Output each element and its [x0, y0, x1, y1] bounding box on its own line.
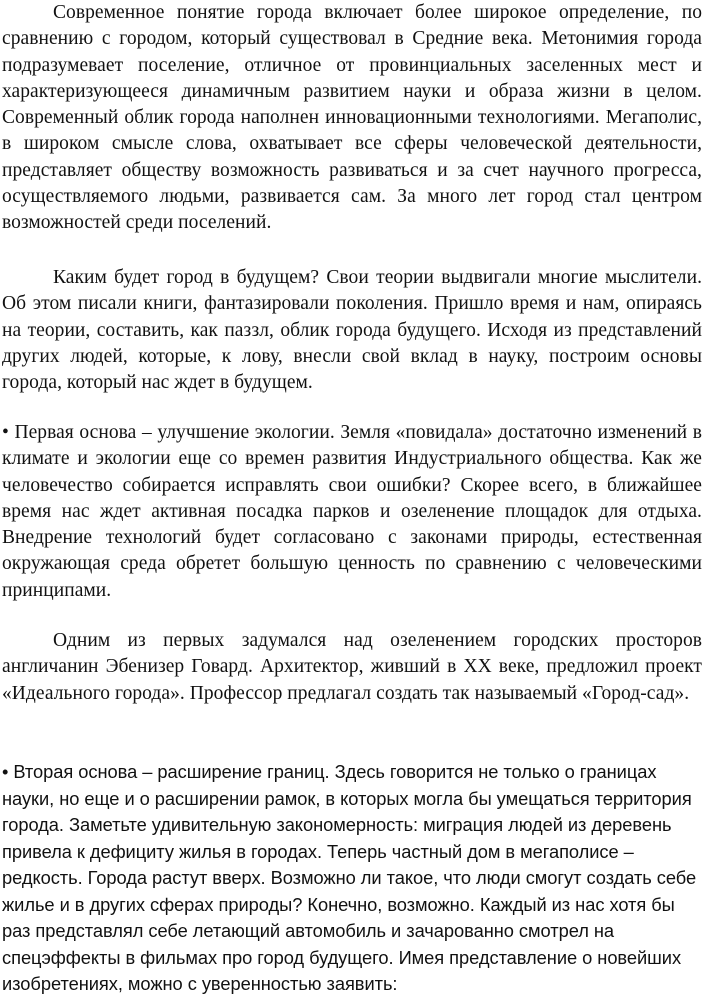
paragraph-ebenezer-howard: Одним из первых задумался над озеленением городских просторов англичанин Эбенизер Говард. Архитектор, живший в XX веке, предложил проект «Идеального города». Профессор предлагал создать так называемый «Город-сад». — [2, 630, 702, 704]
paragraph-future-city-question: Каким будет город в будущем? Свои теории выдвигали многие мыслители. Об этом писали книги, фантазировали поколения. Пришло время и нам, опираясь на теории, составить, как паззл, облик города будущего. Исходя из представлений других людей, которые, к лову, внесли свой вклад в науку, построим основы города, который нас ждет в будущем. — [2, 267, 702, 394]
paragraph-modern-city: Современное понятие города включает более широкое определение, по сравнению с городом, который существовал в Средние века. Метонимия города подразумевает поселение, отличное от провинциальных заселенных мест и характеризующееся динамичным развитием науки и образа жизни в целом. Современный облик города наполнен инновационными технологиями. Мегаполис, в широком смысле слова, охватывает все сферы человеческой деятельности, представляет обществу возможность развиваться и за счет научного прогресса, осуществляемого людьми, развивается сам. За много лет город стал центром возможностей среди поселений. — [2, 2, 702, 234]
paragraph-first-basis-ecology: • Первая основа – улучшение экологии. Земля «повидала» достаточно изменений в климате и экологии еще со времен развития Индустриального общества. Как же человечество собирается исправлять свои ошибки? Скорее всего, в ближайшее время нас ждет активная посадка парков и озеленение площадок для отдыха. Внедрение технологий будет согласовано с законами природы, естественная окружающая среда обретет большую ценность по сравнению с человеческими принципами. — [2, 422, 702, 601]
paragraph-second-basis-boundaries: • Вторая основа – расширение границ. Здесь говорится не только о границах науки, но еще и о расширении рамок, в которых могла бы умещаться территория города. Заметьте удивительную закономерность: миграция людей из деревень привела к дефициту жилья в городах. Теперь частный дом в мегаполисе – редкость. Города растут вверх. Возможно ли такое, что люди смогут создать себе жилье и в других сферах природы? Конечно, возможно. Каждый из нас хотя бы раз представлял себе летающий автомобиль и зачарованно смотрел на спецэффекты в фильмах про город будущего. Имея представление о новейших изобретениях, можно с уверенностью заявить: — [2, 761, 697, 994]
